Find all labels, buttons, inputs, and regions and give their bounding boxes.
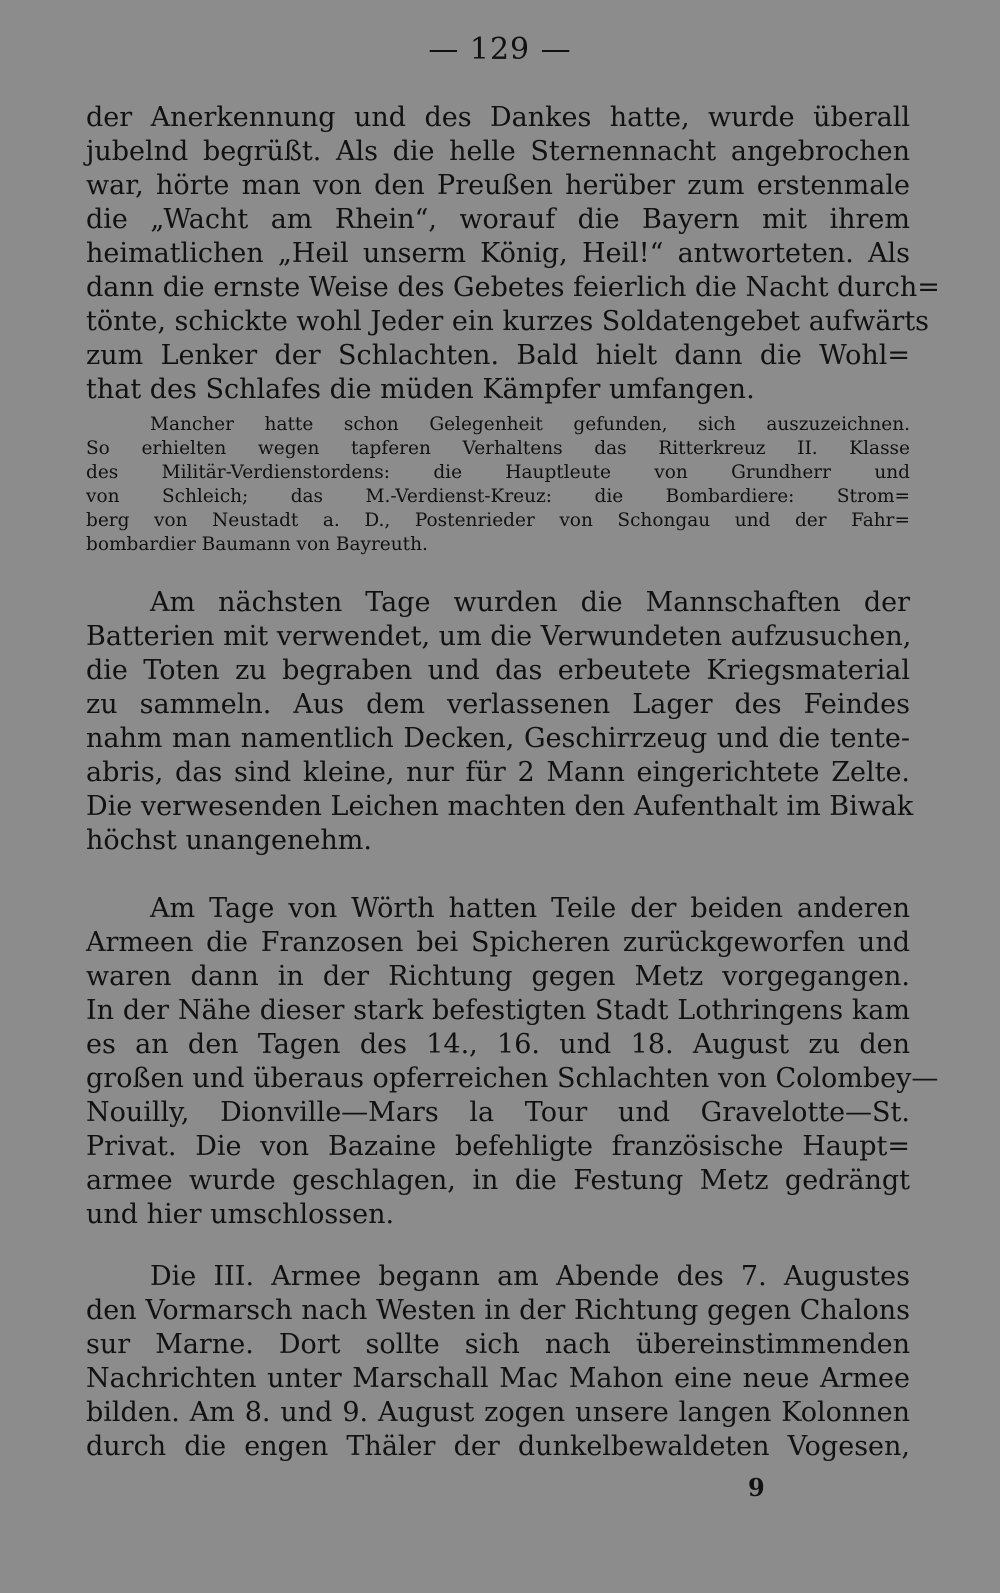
text-line: abris, das sind kleine, nur für 2 Mann eingerichtete Zelte.: [86, 757, 910, 788]
text-line: In der Nähe dieser stark befestigten Stadt Lothringens kam: [86, 995, 910, 1026]
text-line: Am Tage von Wörth hatten Teile der beiden anderen: [150, 893, 910, 924]
text-line: Am nächsten Tage wurden die Mannschaften der: [150, 587, 910, 618]
text-line: großen und überaus opferreichen Schlachten von Colombey—: [86, 1063, 939, 1094]
text-line: jubelnd begrüßt. Als die helle Sternennacht angebrochen: [86, 136, 910, 167]
text-line: die „Wacht am Rhein“, worauf die Bayern mit ihrem: [86, 204, 910, 235]
text-line: heimatlichen „Heil unserm König, Heil!“ antworteten. Als: [86, 238, 910, 269]
text-line: nahm man namentlich Decken, Geschirrzeug und die tente-: [86, 723, 910, 754]
text-line: durch die engen Thäler der dunkelbewaldeten Vogesen,: [86, 1431, 910, 1462]
text-line: Armeen die Franzosen bei Spicheren zurückgeworfen und: [86, 927, 910, 958]
paragraph-1: [86, 101, 940, 407]
text-line: waren dann in der Richtung gegen Metz vorgegangen.: [86, 961, 910, 992]
text-line: bombardier Baumann von Bayreuth.: [86, 534, 428, 555]
text-line: es an den Tagen des 14., 16. und 18. August zu den: [86, 1029, 910, 1060]
text-line: die Toten zu begraben und das erbeutete Kriegsmaterial: [86, 655, 910, 686]
text-line: zu sammeln. Aus dem verlassenen Lager des Feindes: [86, 689, 910, 720]
text-line: Nouilly, Dionville—Mars la Tour und Gravelotte—St.: [86, 1097, 910, 1128]
text-line: höchst unangenehm.: [86, 825, 372, 856]
text-line: bilden. Am 8. und 9. August zogen unsere langen Kolonnen: [86, 1397, 910, 1428]
text-line: armee wurde geschlagen, in die Festung Metz gedrängt: [86, 1165, 910, 1196]
text-line: der Anerkennung und des Dankes hatte, wurde überall: [86, 102, 910, 133]
text-line: sur Marne. Dort sollte sich nach übereinstimmenden: [86, 1329, 910, 1360]
text-line: den Vormarsch nach Westen in der Richtung gegen Chalons: [86, 1295, 910, 1326]
paragraph-3: [86, 892, 939, 1232]
text-line: und hier umschlossen.: [86, 1199, 395, 1230]
text-line: that des Schlafes die müden Kämpfer umfangen.: [86, 374, 755, 405]
text-line: des Militär-Verdienstordens: die Hauptleute von Grundherr und: [86, 462, 910, 483]
text-line: war, hörte man von den Preußen herüber zum erstenmale: [86, 170, 910, 201]
text-line: Privat. Die von Bazaine befehligte französische Haupt=: [86, 1131, 910, 1162]
footnote-decorations: [86, 413, 910, 557]
text-line: Nachrichten unter Marschall Mac Mahon eine neue Armee: [86, 1363, 910, 1394]
paragraph-2: [86, 586, 914, 858]
text-line: berg von Neustadt a. D., Postenrieder von Schongau und der Fahr=: [86, 510, 910, 531]
text-line: dann die ernste Weise des Gebetes feierlich die Nacht durch=: [86, 272, 940, 303]
text-line: tönte, schickte wohl Jeder ein kurzes Soldatengebet aufwärts: [86, 306, 930, 337]
text-line: zum Lenker der Schlachten. Bald hielt dann die Wohl=: [86, 340, 910, 371]
text-line: von Schleich; das M.-Verdienst-Kreuz: die Bombardiere: Strom=: [86, 486, 910, 507]
text-line: Mancher hatte schon Gelegenheit gefunden, sich auszuzeichnen.: [150, 414, 910, 435]
signature-mark: 9: [748, 1473, 765, 1502]
text-line: Die III. Armee begann am Abende des 7. Augustes: [150, 1261, 910, 1292]
paragraph-4: [86, 1260, 910, 1464]
text-line: Die verwesenden Leichen machten den Aufenthalt im Biwak: [86, 791, 914, 822]
page-number: — 129 —: [428, 32, 572, 67]
text-line: Batterien mit verwendet, um die Verwundeten aufzusuchen,: [86, 621, 912, 652]
text-line: So erhielten wegen tapferen Verhaltens das Ritterkreuz II. Klasse: [86, 438, 910, 459]
